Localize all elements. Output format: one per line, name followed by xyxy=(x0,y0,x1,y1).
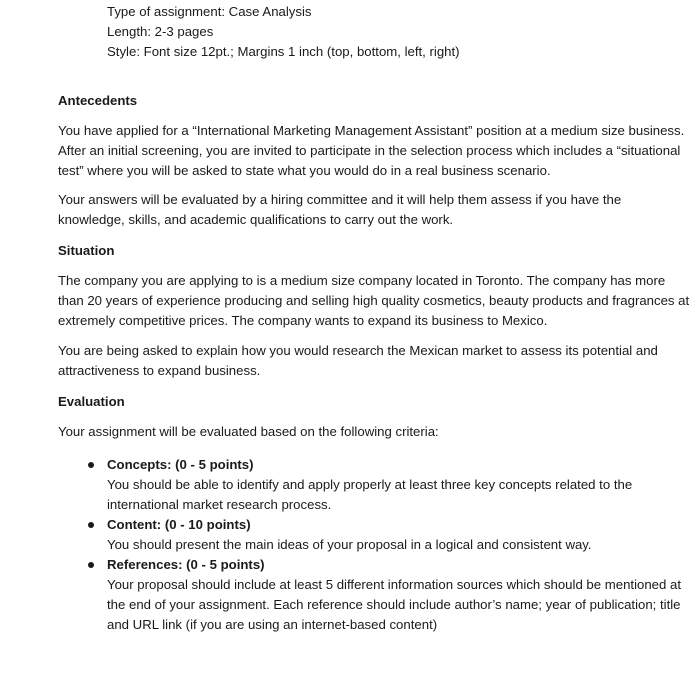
criteria-description: You should present the main ideas of your proposal in a logical and consistent way. xyxy=(107,537,592,552)
criteria-item-concepts xyxy=(58,455,698,515)
evaluation-intro-block xyxy=(58,422,698,442)
antecedents-paragraph-1-block xyxy=(58,121,690,181)
situation-paragraph-2: You are being asked to explain how you would research the Mexican market to assess its potential and attractiveness to expand business. xyxy=(58,343,658,378)
evaluation-heading-block xyxy=(58,392,698,412)
situation-paragraph-1-block xyxy=(58,271,690,331)
evaluation-intro: Your assignment will be evaluated based on the following criteria: xyxy=(58,424,439,439)
criteria-title: Concepts: (0 - 5 points) xyxy=(107,457,254,472)
antecedents-heading-block xyxy=(58,91,698,111)
bullet-icon xyxy=(88,462,94,468)
evaluation-heading: Evaluation xyxy=(58,394,125,409)
bullet-icon xyxy=(88,562,94,568)
antecedents-paragraph-2-block xyxy=(58,190,658,230)
antecedents-paragraph-2: Your answers will be evaluated by a hiring committee and it will help them assess if you have the knowledge, skills, and academic qualifications to carry out the work. xyxy=(58,192,622,227)
assignment-length: Length: 2-3 pages xyxy=(107,24,214,39)
bullet-icon xyxy=(88,522,94,528)
criteria-item-content xyxy=(58,515,698,555)
situation-paragraph-1: The company you are applying to is a medium size company located in Toronto. The company has more than 20 years of experience producing and selling high quality cosmetics, beauty products and fragrances at extremely competitive prices. The company wants to expand its business to Mexico. xyxy=(58,273,690,328)
situation-paragraph-2-block xyxy=(58,341,690,381)
criteria-item-references xyxy=(58,555,698,635)
criteria-title: Content: (0 - 10 points) xyxy=(107,517,251,532)
situation-heading-block xyxy=(58,241,698,261)
situation-heading: Situation xyxy=(58,243,115,258)
assignment-type: Type of assignment: Case Analysis xyxy=(107,4,312,19)
antecedents-heading: Antecedents xyxy=(58,93,138,108)
assignment-style: Style: Font size 12pt.; Margins 1 inch (top, bottom, left, right) xyxy=(107,44,460,59)
criteria-description: You should be able to identify and apply properly at least three key concepts related to the international market research process. xyxy=(107,477,633,512)
criteria-title: References: (0 - 5 points) xyxy=(107,557,265,572)
antecedents-paragraph-1: You have applied for a “International Marketing Management Assistant” position at a medium size business. After an initial screening, you are invited to participate in the selection process which includes a “situational test” where you will be asked to state what you would do in a real business scenario. xyxy=(58,123,685,178)
assignment-details xyxy=(107,2,460,62)
criteria-list xyxy=(58,455,698,635)
criteria-description: Your proposal should include at least 5 different information sources which should be mentioned at the end of your assignment. Each reference should include author’s name; year of publication; title and URL link (if you are using an internet-based content) xyxy=(107,577,682,632)
